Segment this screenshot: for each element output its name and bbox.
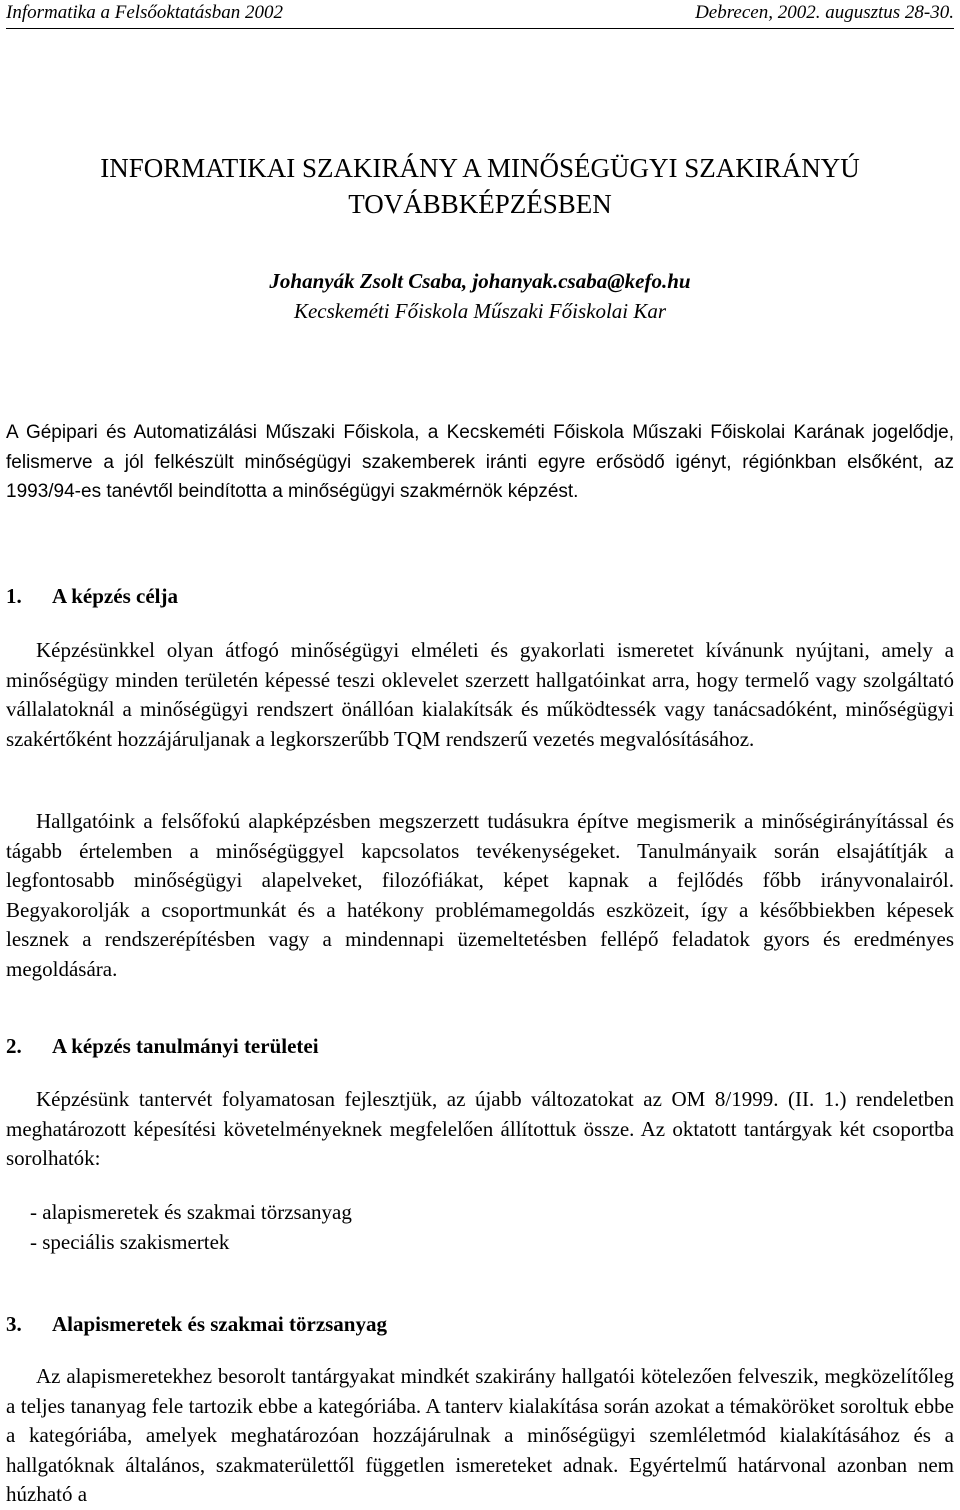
list-item: - alapismeretek és szakmai törzsanyag	[30, 1200, 352, 1224]
institution: Kecskeméti Főiskola Műszaki Főiskolai Kar	[293, 299, 667, 323]
section-1-paragraph-1: Képzésünkkel olyan átfogó minőségügyi elméleti és gyakorlati ismeretet kívánunk nyújtani, amely a minőségügy minden területén képessé teszi oklevelet szerzett hallgatóinkat arra, hogy termelő vagy szolgáltató vállalatoknál a minőségügyi rendszert önállóan kialakítsák és működtessék vagy tanácsadóként, minőségügyi szakértőként hozzájáruljanak a legkorszerűbb TQM rendszerű vezetés megvalósításához.	[6, 638, 954, 751]
header-place-date: Debrecen, 2002. augusztus 28-30.	[695, 2, 954, 23]
header-conference: Informatika a Felsőoktatásban 2002	[6, 2, 284, 23]
section-number: 2.	[6, 1034, 22, 1058]
paper-title	[0, 150, 960, 222]
title-line-2: TOVÁBBKÉPZÉSBEN	[348, 189, 612, 219]
list-item: - speciális szakismertek	[30, 1230, 230, 1254]
section-title: A képzés célja	[52, 584, 178, 608]
section-3-paragraph-1: Az alapismeretekhez besorolt tantárgyakat mindkét szakirány hallgatói kötelezően felveszik, megközelítőleg a teljes tananyag fele tartozik ebbe a kategóriába. A tanterv kialakítása során azokat a témaköröket soroltuk ebbe a kategóriába, amelyek meghatározóan hozzájárulnak a minőségügyi szemléletmód kialakításához és a hallgatóknak általános, szakmaterülettől független ismereteket adnak. Egyértelmű határvonal azonban nem húzható a	[6, 1364, 954, 1506]
author-line: Johanyák Zsolt Csaba, johanyak.csaba@kefo.hu	[269, 269, 691, 293]
section-number: 3.	[6, 1312, 22, 1336]
section-1-heading	[6, 582, 178, 611]
section-1-paragraph-2: Hallgatóink a felsőfokú alapképzésben megszerzett tudásukra építve megismerik a minőségirányítással és tágabb értelemben a minőségüggyel kapcsolatos tevékenységeket. Tanulmányaik során elsajátítják a legfontosabb minőségügyi alapelveket, filozófiákat, képet kapnak a fejlődés főbb irányvonalairól. Begyakorolják a csoportmunkát és a hatékony problémamegoldás eszközeit, így a későbbiekben képesek lesznek a rendszerépítésben vagy a mindennapi üzemeltetésben fellépő feladatok gyors és eredményes megoldására.	[6, 809, 954, 981]
title-line-1: INFORMATIKAI SZAKIRÁNY A MINŐSÉGÜGYI SZAKIRÁNYÚ	[100, 153, 860, 183]
subject-group-list	[30, 1197, 352, 1257]
section-2-heading	[6, 1032, 319, 1061]
running-header	[6, 0, 954, 29]
section-3-heading	[6, 1310, 387, 1339]
section-number: 1.	[6, 584, 22, 608]
abstract: A Gépipari és Automatizálási Műszaki Főiskola, a Kecskeméti Főiskola Műszaki Főiskolai Karának jogelődje, felismerve a jól felkészült minőségügyi szakemberek iránti egyre erősödő igényt, régiónkban elsőként, az 1993/94-es tanévtől beindította a minőségügyi szakmérnök képzést.	[6, 422, 954, 502]
section-2-paragraph-1: Képzésünk tantervét folyamatosan fejlesztjük, az újabb változatokat az OM 8/1999. (II. 1.) rendeletben meghatározott képesítési követelményeknek megfelelően állítottuk össze. Az oktatott tantárgyak két csoportba sorolhatók:	[6, 1087, 954, 1170]
section-title: Alapismeretek és szakmai törzsanyag	[52, 1312, 387, 1336]
section-title: A képzés tanulmányi területei	[52, 1034, 319, 1058]
